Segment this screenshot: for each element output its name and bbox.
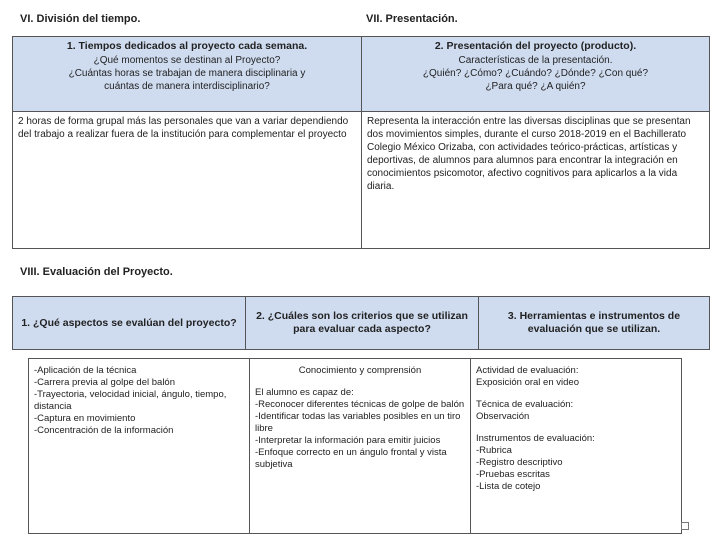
time-presentation-table [12, 36, 710, 249]
resize-handle[interactable] [681, 522, 689, 530]
instrumentos-label: Instrumentos de evaluación: [476, 433, 595, 444]
presentacion-question: ¿Para qué? ¿A quién? [485, 81, 586, 92]
criterio-item: -Interpretar la información para emitir juicios [255, 435, 441, 446]
presentacion-body: Representa la interacción entre las diversas disciplinas que se presentan dos movimientos simples, durante el curso 2018-2019 en el Bachillerato Colegio México Orizaba, con actividades teórico-prácticas, artísticas y deportivas, de alumnos para alumnos para encontrar la integración en conocimientos psicomotor, afectivo cognitivos para aplicarlos a la vida diaria. [362, 112, 710, 249]
instrumento-item: -Pruebas escritas [476, 469, 550, 480]
tiempos-question: ¿Qué momentos se destinan al Proyecto? [93, 55, 281, 66]
criterios-cell [250, 359, 471, 534]
actividad-value: Exposición oral en video [476, 377, 579, 388]
aspecto-item: -Aplicación de la técnica [34, 365, 137, 376]
herramientas-cell [471, 359, 682, 534]
criterios-title: Conocimiento y comprensión [298, 365, 422, 376]
presentacion-title: 2. Presentación del proyecto (producto). [434, 40, 637, 52]
tiempos-question: cuántas de manera interdisciplinario? [104, 81, 270, 92]
instrumento-item: -Lista de cotejo [476, 481, 541, 492]
tecnica-value: Observación [476, 411, 530, 422]
heading-division-tiempo: VI. División del tiempo. [20, 13, 141, 25]
tiempos-header-cell [13, 37, 362, 112]
instrumento-item: -Registro descriptivo [476, 457, 563, 468]
aspecto-item: -Carrera previa al golpe del balón [34, 377, 175, 388]
criterio-item: -Reconocer diferentes técnicas de golpe de balón [255, 399, 465, 410]
eval-header-criterios: 2. ¿Cuáles son los criterios que se utilizan para evaluar cada aspecto? [246, 297, 479, 350]
aspectos-cell [29, 359, 250, 534]
heading-presentacion: VII. Presentación. [366, 13, 458, 25]
instrumento-item: -Rubrica [476, 445, 512, 456]
actividad-label: Actividad de evaluación: [476, 365, 579, 376]
tecnica-label: Técnica de evaluación: [476, 399, 574, 410]
presentacion-question: Características de la presentación. [458, 55, 613, 66]
tiempos-question: ¿Cuántas horas se trabajan de manera disciplinaria y [68, 68, 306, 79]
criterio-item: -Enfoque correcto en un ángulo frontal y vista subjetiva [255, 447, 447, 470]
presentacion-header-cell [362, 37, 710, 112]
tiempos-body: 2 horas de forma grupal más las personales que van a variar dependiendo del trabajo a realizar fuera de la institución para complementar el proyecto [13, 112, 362, 249]
eval-header-herramientas: 3. Herramientas e instrumentos de evaluación que se utilizan. [479, 297, 710, 350]
tiempos-title: 1. Tiempos dedicados al proyecto cada semana. [66, 40, 308, 52]
eval-header-aspectos: 1. ¿Qué aspectos se evalúan del proyecto? [13, 297, 246, 350]
evaluation-body-table [28, 358, 682, 534]
aspecto-item: -Trayectoria, velocidad inicial, ángulo, tiempo, distancia [34, 389, 227, 412]
criterios-intro: El alumno es capaz de: [255, 387, 354, 398]
criterio-item: -Identificar todas las variables posibles en un tiro libre [255, 411, 461, 434]
heading-evaluacion: VIII. Evaluación del Proyecto. [20, 266, 173, 278]
presentacion-question: ¿Quién? ¿Cómo? ¿Cuándo? ¿Dónde? ¿Con qué? [422, 68, 649, 79]
aspecto-item: -Concentración de la información [34, 425, 174, 436]
aspecto-item: -Captura en movimiento [34, 413, 136, 424]
evaluation-header-table [12, 296, 710, 350]
